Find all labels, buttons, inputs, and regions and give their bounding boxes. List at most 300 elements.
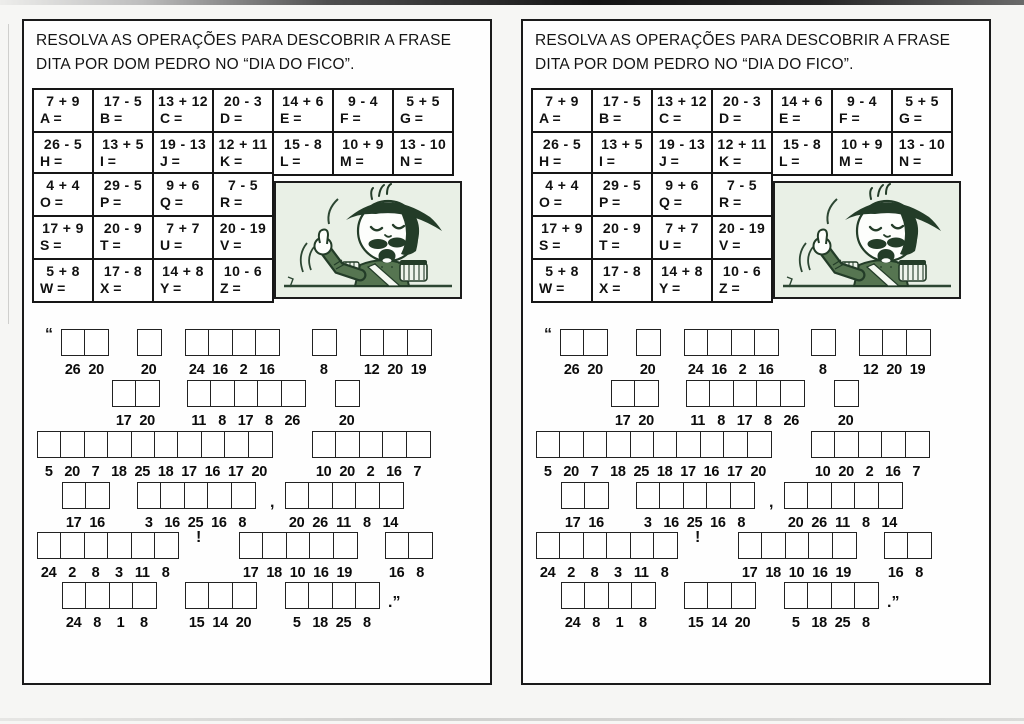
answer-box[interactable] xyxy=(61,329,86,356)
answer-box[interactable] xyxy=(731,582,756,609)
answer-box[interactable] xyxy=(107,431,132,458)
code-number: 24 xyxy=(40,565,57,581)
code-number: 20 xyxy=(639,362,656,378)
answer-box[interactable] xyxy=(831,482,856,509)
code-number: 3 xyxy=(643,515,652,531)
code-numbers xyxy=(62,515,110,531)
answer-box[interactable] xyxy=(606,532,631,559)
answer-box[interactable] xyxy=(733,380,758,407)
answer-box[interactable] xyxy=(355,582,380,609)
answer-box[interactable] xyxy=(738,532,763,559)
answer-box[interactable] xyxy=(285,582,310,609)
answer-box[interactable] xyxy=(332,482,357,509)
answer-box[interactable] xyxy=(608,582,633,609)
code-number: 15 xyxy=(188,615,205,631)
answer-boxes xyxy=(686,380,805,407)
answer-box[interactable] xyxy=(756,380,781,407)
answer-box[interactable] xyxy=(811,329,836,356)
answer-box[interactable] xyxy=(561,582,586,609)
code-number: 26 xyxy=(312,515,328,531)
answer-box[interactable] xyxy=(811,431,836,458)
code-number: 20 xyxy=(787,515,804,531)
code-number: 8 xyxy=(93,615,101,631)
op-letter-label: D = xyxy=(719,110,742,126)
code-numbers xyxy=(360,362,432,378)
code-number: 8 xyxy=(638,615,647,631)
answer-box[interactable] xyxy=(785,532,810,559)
answer-box[interactable] xyxy=(262,532,287,559)
answer-boxes xyxy=(312,329,337,356)
answer-box[interactable] xyxy=(536,532,561,559)
answer-box[interactable] xyxy=(333,532,358,559)
op-letter-label: J = xyxy=(160,153,180,169)
answer-box[interactable] xyxy=(309,532,334,559)
answer-box[interactable] xyxy=(109,582,134,609)
answer-box[interactable] xyxy=(560,329,585,356)
code-numbers xyxy=(536,464,772,480)
op-letter-label: P = xyxy=(599,194,621,210)
code-number: 25 xyxy=(633,464,650,480)
answer-box[interactable] xyxy=(137,482,162,509)
code-number: 20 xyxy=(140,362,157,378)
answer-box[interactable] xyxy=(355,482,380,509)
answer-box[interactable] xyxy=(636,329,661,356)
code-number: 11 xyxy=(633,565,649,581)
answer-boxes xyxy=(62,482,110,509)
answer-group xyxy=(312,329,337,378)
answer-box[interactable] xyxy=(312,329,337,356)
answer-box[interactable] xyxy=(335,431,360,458)
answer-box[interactable] xyxy=(536,431,561,458)
answer-group xyxy=(611,380,659,429)
answer-box[interactable] xyxy=(676,431,701,458)
answer-box[interactable] xyxy=(281,380,306,407)
answer-row xyxy=(523,431,989,481)
code-number: 16 xyxy=(885,464,901,480)
answer-box[interactable] xyxy=(232,582,257,609)
answer-box[interactable] xyxy=(559,431,584,458)
code-number: 18 xyxy=(266,565,282,581)
answer-box[interactable] xyxy=(686,380,711,407)
answer-box[interactable] xyxy=(160,482,185,509)
answer-box[interactable] xyxy=(62,482,87,509)
code-number: 2 xyxy=(239,362,248,378)
answer-box[interactable] xyxy=(360,329,385,356)
op-expression: 5 + 8 xyxy=(545,263,579,279)
code-number: 8 xyxy=(660,565,669,581)
answer-box[interactable] xyxy=(107,532,132,559)
code-number: 17 xyxy=(228,464,244,480)
answer-box[interactable] xyxy=(208,329,233,356)
op-letter-label: T = xyxy=(599,237,620,253)
answer-group xyxy=(37,431,273,480)
code-number: 11 xyxy=(134,565,150,581)
answer-box[interactable] xyxy=(684,329,709,356)
answer-row xyxy=(523,482,989,532)
answer-box[interactable] xyxy=(248,431,273,458)
code-number: 20 xyxy=(563,464,579,480)
answer-box[interactable] xyxy=(854,582,879,609)
answer-box[interactable] xyxy=(84,532,109,559)
answer-box[interactable] xyxy=(831,582,856,609)
answer-box[interactable] xyxy=(312,431,337,458)
answer-box[interactable] xyxy=(383,329,408,356)
op-expression: 12 + 11 xyxy=(218,136,268,152)
code-number: 20 xyxy=(64,464,80,480)
answer-box[interactable] xyxy=(187,380,212,407)
code-number: 20 xyxy=(387,362,403,378)
answer-box[interactable] xyxy=(135,380,160,407)
code-number: 17 xyxy=(727,464,743,480)
answer-box[interactable] xyxy=(224,431,249,458)
answer-box[interactable] xyxy=(854,482,879,509)
answer-box[interactable] xyxy=(85,582,110,609)
answer-boxes xyxy=(684,582,756,609)
op-expression: 14 + 6 xyxy=(781,93,823,109)
op-expression: 13 + 12 xyxy=(657,93,707,109)
answer-box[interactable] xyxy=(308,582,333,609)
answer-box[interactable] xyxy=(285,482,310,509)
answer-box[interactable] xyxy=(359,431,384,458)
code-number: 18 xyxy=(157,464,174,480)
op-expression: 7 - 5 xyxy=(726,177,757,193)
answer-box[interactable] xyxy=(184,482,209,509)
answer-box[interactable] xyxy=(706,482,731,509)
code-number: 8 xyxy=(362,615,371,631)
answer-box[interactable] xyxy=(584,482,609,509)
answer-box[interactable] xyxy=(208,582,233,609)
answer-box[interactable] xyxy=(583,329,608,356)
answer-box[interactable] xyxy=(684,582,709,609)
answer-box[interactable] xyxy=(257,380,282,407)
op-letter-label: N = xyxy=(400,153,423,169)
answer-box[interactable] xyxy=(832,532,857,559)
code-number: 20 xyxy=(734,615,751,631)
answer-box[interactable] xyxy=(286,532,311,559)
op-letter-label: L = xyxy=(280,153,301,169)
answer-box[interactable] xyxy=(84,431,109,458)
answer-box[interactable] xyxy=(906,329,931,356)
answer-box[interactable] xyxy=(634,380,659,407)
code-number: 19 xyxy=(336,565,353,581)
answer-group xyxy=(859,329,931,378)
op-letter-label: T = xyxy=(100,237,121,253)
answer-box[interactable] xyxy=(631,582,656,609)
code-number: 17 xyxy=(680,464,696,480)
answer-box[interactable] xyxy=(807,582,832,609)
answer-boxes xyxy=(61,329,109,356)
answer-box[interactable] xyxy=(62,582,87,609)
code-number: 17 xyxy=(237,413,254,429)
answer-box[interactable] xyxy=(707,582,732,609)
answer-section xyxy=(24,21,490,683)
code-number: 8 xyxy=(319,362,328,378)
answer-box[interactable] xyxy=(808,532,833,559)
answer-boxes xyxy=(811,431,930,458)
answer-box[interactable] xyxy=(683,482,708,509)
answer-box[interactable] xyxy=(907,532,932,559)
answer-box[interactable] xyxy=(858,431,883,458)
code-number: 14 xyxy=(382,515,399,531)
answer-row xyxy=(24,326,490,379)
code-number: 18 xyxy=(656,464,673,480)
answer-box[interactable] xyxy=(583,431,608,458)
scan-artifact-top xyxy=(0,0,1024,5)
code-number: 16 xyxy=(164,515,180,531)
code-number: 17 xyxy=(741,565,758,581)
answer-box[interactable] xyxy=(408,532,433,559)
op-letter-label: W = xyxy=(539,280,565,296)
answer-box[interactable] xyxy=(60,431,85,458)
code-numbers xyxy=(62,615,157,631)
code-number: 24 xyxy=(564,615,581,631)
answer-box[interactable] xyxy=(653,431,678,458)
punctuation-mark: “ xyxy=(45,326,53,343)
answer-row xyxy=(523,380,989,430)
code-number: 16 xyxy=(711,362,727,378)
answer-box[interactable] xyxy=(730,482,755,509)
answer-boxes xyxy=(335,380,360,407)
code-number: 16 xyxy=(259,362,275,378)
op-expression: 5 + 5 xyxy=(905,93,939,109)
op-expression: 12 + 11 xyxy=(717,136,767,152)
answer-row xyxy=(24,380,490,430)
answer-box[interactable] xyxy=(131,431,156,458)
code-number: 25 xyxy=(335,615,352,631)
answer-box[interactable] xyxy=(154,532,179,559)
op-expression: 15 - 8 xyxy=(283,136,323,152)
answer-group xyxy=(335,380,360,429)
answer-box[interactable] xyxy=(707,329,732,356)
op-letter-label: Y = xyxy=(659,280,681,296)
answer-box[interactable] xyxy=(611,380,636,407)
op-letter-label: D = xyxy=(220,110,243,126)
answer-box[interactable] xyxy=(834,380,859,407)
code-numbers xyxy=(611,413,659,429)
answer-box[interactable] xyxy=(37,431,62,458)
code-number: 16 xyxy=(703,464,720,480)
answer-box[interactable] xyxy=(37,532,62,559)
code-numbers xyxy=(684,615,756,631)
answer-boxes xyxy=(636,329,661,356)
answer-box[interactable] xyxy=(177,431,202,458)
answer-box[interactable] xyxy=(630,532,655,559)
answer-box[interactable] xyxy=(112,380,137,407)
answer-box[interactable] xyxy=(210,380,235,407)
answer-box[interactable] xyxy=(308,482,333,509)
answer-boxes xyxy=(185,582,257,609)
code-number: 14 xyxy=(212,615,228,631)
code-number: 2 xyxy=(366,464,375,480)
op-expression: 13 + 12 xyxy=(158,93,208,109)
answer-box[interactable] xyxy=(132,582,157,609)
answer-box[interactable] xyxy=(884,532,909,559)
answer-box[interactable] xyxy=(559,532,584,559)
answer-box[interactable] xyxy=(201,431,226,458)
answer-box[interactable] xyxy=(255,329,280,356)
op-expression: 10 + 9 xyxy=(342,136,384,152)
answer-box[interactable] xyxy=(653,532,678,559)
code-number: 8 xyxy=(861,515,870,531)
code-number: 8 xyxy=(362,515,371,531)
code-number: 8 xyxy=(161,565,170,581)
answer-box[interactable] xyxy=(185,582,210,609)
code-number: 7 xyxy=(91,464,100,480)
answer-group xyxy=(360,329,432,378)
op-letter-label: K = xyxy=(220,153,243,169)
op-letter-label: B = xyxy=(599,110,622,126)
op-letter-label: S = xyxy=(539,237,561,253)
code-number: 15 xyxy=(687,615,704,631)
answer-box[interactable] xyxy=(583,532,608,559)
code-number: 2 xyxy=(865,464,874,480)
answer-box[interactable] xyxy=(859,329,884,356)
op-letter-label: A = xyxy=(539,110,561,126)
code-number: 11 xyxy=(690,413,706,429)
answer-box[interactable] xyxy=(731,329,756,356)
answer-group xyxy=(738,532,857,581)
answer-box[interactable] xyxy=(335,380,360,407)
answer-boxes xyxy=(684,329,779,356)
code-number: 17 xyxy=(242,565,259,581)
answer-box[interactable] xyxy=(60,532,85,559)
code-numbers xyxy=(811,464,930,480)
code-number: 17 xyxy=(736,413,753,429)
answer-box[interactable] xyxy=(747,431,772,458)
answer-box[interactable] xyxy=(834,431,859,458)
op-expression: 7 + 9 xyxy=(545,93,579,109)
answer-box[interactable] xyxy=(85,482,110,509)
code-numbers xyxy=(335,413,360,429)
code-number: 17 xyxy=(65,515,82,531)
answer-box[interactable] xyxy=(84,329,109,356)
answer-box[interactable] xyxy=(700,431,725,458)
op-letter-label: H = xyxy=(40,153,63,169)
op-expression: 13 + 5 xyxy=(102,136,144,152)
answer-box[interactable] xyxy=(754,329,779,356)
answer-box[interactable] xyxy=(239,532,264,559)
answer-box[interactable] xyxy=(332,582,357,609)
answer-box[interactable] xyxy=(709,380,734,407)
answer-box[interactable] xyxy=(231,482,256,509)
code-number: 25 xyxy=(134,464,151,480)
answer-box[interactable] xyxy=(379,482,404,509)
op-letter-label: P = xyxy=(100,194,122,210)
answer-row xyxy=(24,482,490,532)
answer-boxes xyxy=(811,329,836,356)
answer-box[interactable] xyxy=(382,431,407,458)
op-expression: 20 - 3 xyxy=(223,93,263,109)
answer-box[interactable] xyxy=(385,532,410,559)
code-number: 20 xyxy=(251,464,267,480)
op-letter-label: Q = xyxy=(659,194,682,210)
code-number: 10 xyxy=(814,464,831,480)
answer-box[interactable] xyxy=(881,431,906,458)
code-number: 17 xyxy=(614,413,631,429)
worksheet-panel-right xyxy=(521,19,991,685)
code-numbers xyxy=(684,362,779,378)
answer-box[interactable] xyxy=(878,482,903,509)
answer-box[interactable] xyxy=(784,582,809,609)
answer-box[interactable] xyxy=(636,482,661,509)
answer-group xyxy=(884,532,932,581)
code-numbers xyxy=(536,565,678,581)
answer-box[interactable] xyxy=(561,482,586,509)
answer-box[interactable] xyxy=(406,431,431,458)
op-letter-label: C = xyxy=(659,110,682,126)
code-number: 1 xyxy=(615,615,624,631)
answer-box[interactable] xyxy=(154,431,179,458)
answer-box[interactable] xyxy=(207,482,232,509)
answer-boxes xyxy=(285,582,380,609)
answer-box[interactable] xyxy=(232,329,257,356)
answer-boxes xyxy=(611,380,659,407)
op-letter-label: G = xyxy=(899,110,922,126)
answer-box[interactable] xyxy=(185,329,210,356)
answer-boxes xyxy=(185,329,280,356)
code-number: 20 xyxy=(339,464,355,480)
answer-box[interactable] xyxy=(905,431,930,458)
code-number: 8 xyxy=(737,515,746,531)
code-number: 16 xyxy=(588,515,604,531)
answer-box[interactable] xyxy=(784,482,809,509)
code-number: 20 xyxy=(139,413,155,429)
answer-box[interactable] xyxy=(780,380,805,407)
code-number: 20 xyxy=(587,362,603,378)
op-letter-label: U = xyxy=(160,237,183,253)
answer-box[interactable] xyxy=(407,329,432,356)
op-letter-label: U = xyxy=(659,237,682,253)
code-numbers xyxy=(686,413,805,429)
code-number: 18 xyxy=(111,464,127,480)
code-number: 25 xyxy=(834,615,851,631)
op-letter-label: G = xyxy=(400,110,423,126)
answer-box[interactable] xyxy=(606,431,631,458)
answer-group xyxy=(385,532,433,581)
code-number: 24 xyxy=(65,615,82,631)
code-number: 8 xyxy=(763,413,772,429)
answer-group xyxy=(684,582,756,631)
punctuation-mark: , xyxy=(769,494,774,511)
code-number: 8 xyxy=(861,615,870,631)
code-number: 11 xyxy=(191,413,207,429)
answer-box[interactable] xyxy=(761,532,786,559)
op-letter-label: X = xyxy=(100,280,122,296)
answer-box[interactable] xyxy=(234,380,259,407)
code-number: 12 xyxy=(862,362,879,378)
code-number: 16 xyxy=(212,362,228,378)
answer-box[interactable] xyxy=(131,532,156,559)
code-number: 20 xyxy=(338,413,355,429)
answer-group xyxy=(686,380,805,429)
answer-group xyxy=(185,582,257,631)
answer-box[interactable] xyxy=(659,482,684,509)
code-number: 26 xyxy=(64,362,81,378)
answer-box[interactable] xyxy=(807,482,832,509)
answer-box[interactable] xyxy=(584,582,609,609)
answer-boxes xyxy=(312,431,431,458)
answer-group xyxy=(185,329,280,378)
answer-box[interactable] xyxy=(723,431,748,458)
answer-box[interactable] xyxy=(630,431,655,458)
answer-box[interactable] xyxy=(882,329,907,356)
answer-group xyxy=(285,482,404,531)
op-letter-label: F = xyxy=(340,110,361,126)
code-number: 24 xyxy=(687,362,704,378)
code-numbers xyxy=(385,565,433,581)
answer-section xyxy=(523,21,989,683)
answer-box[interactable] xyxy=(137,329,162,356)
